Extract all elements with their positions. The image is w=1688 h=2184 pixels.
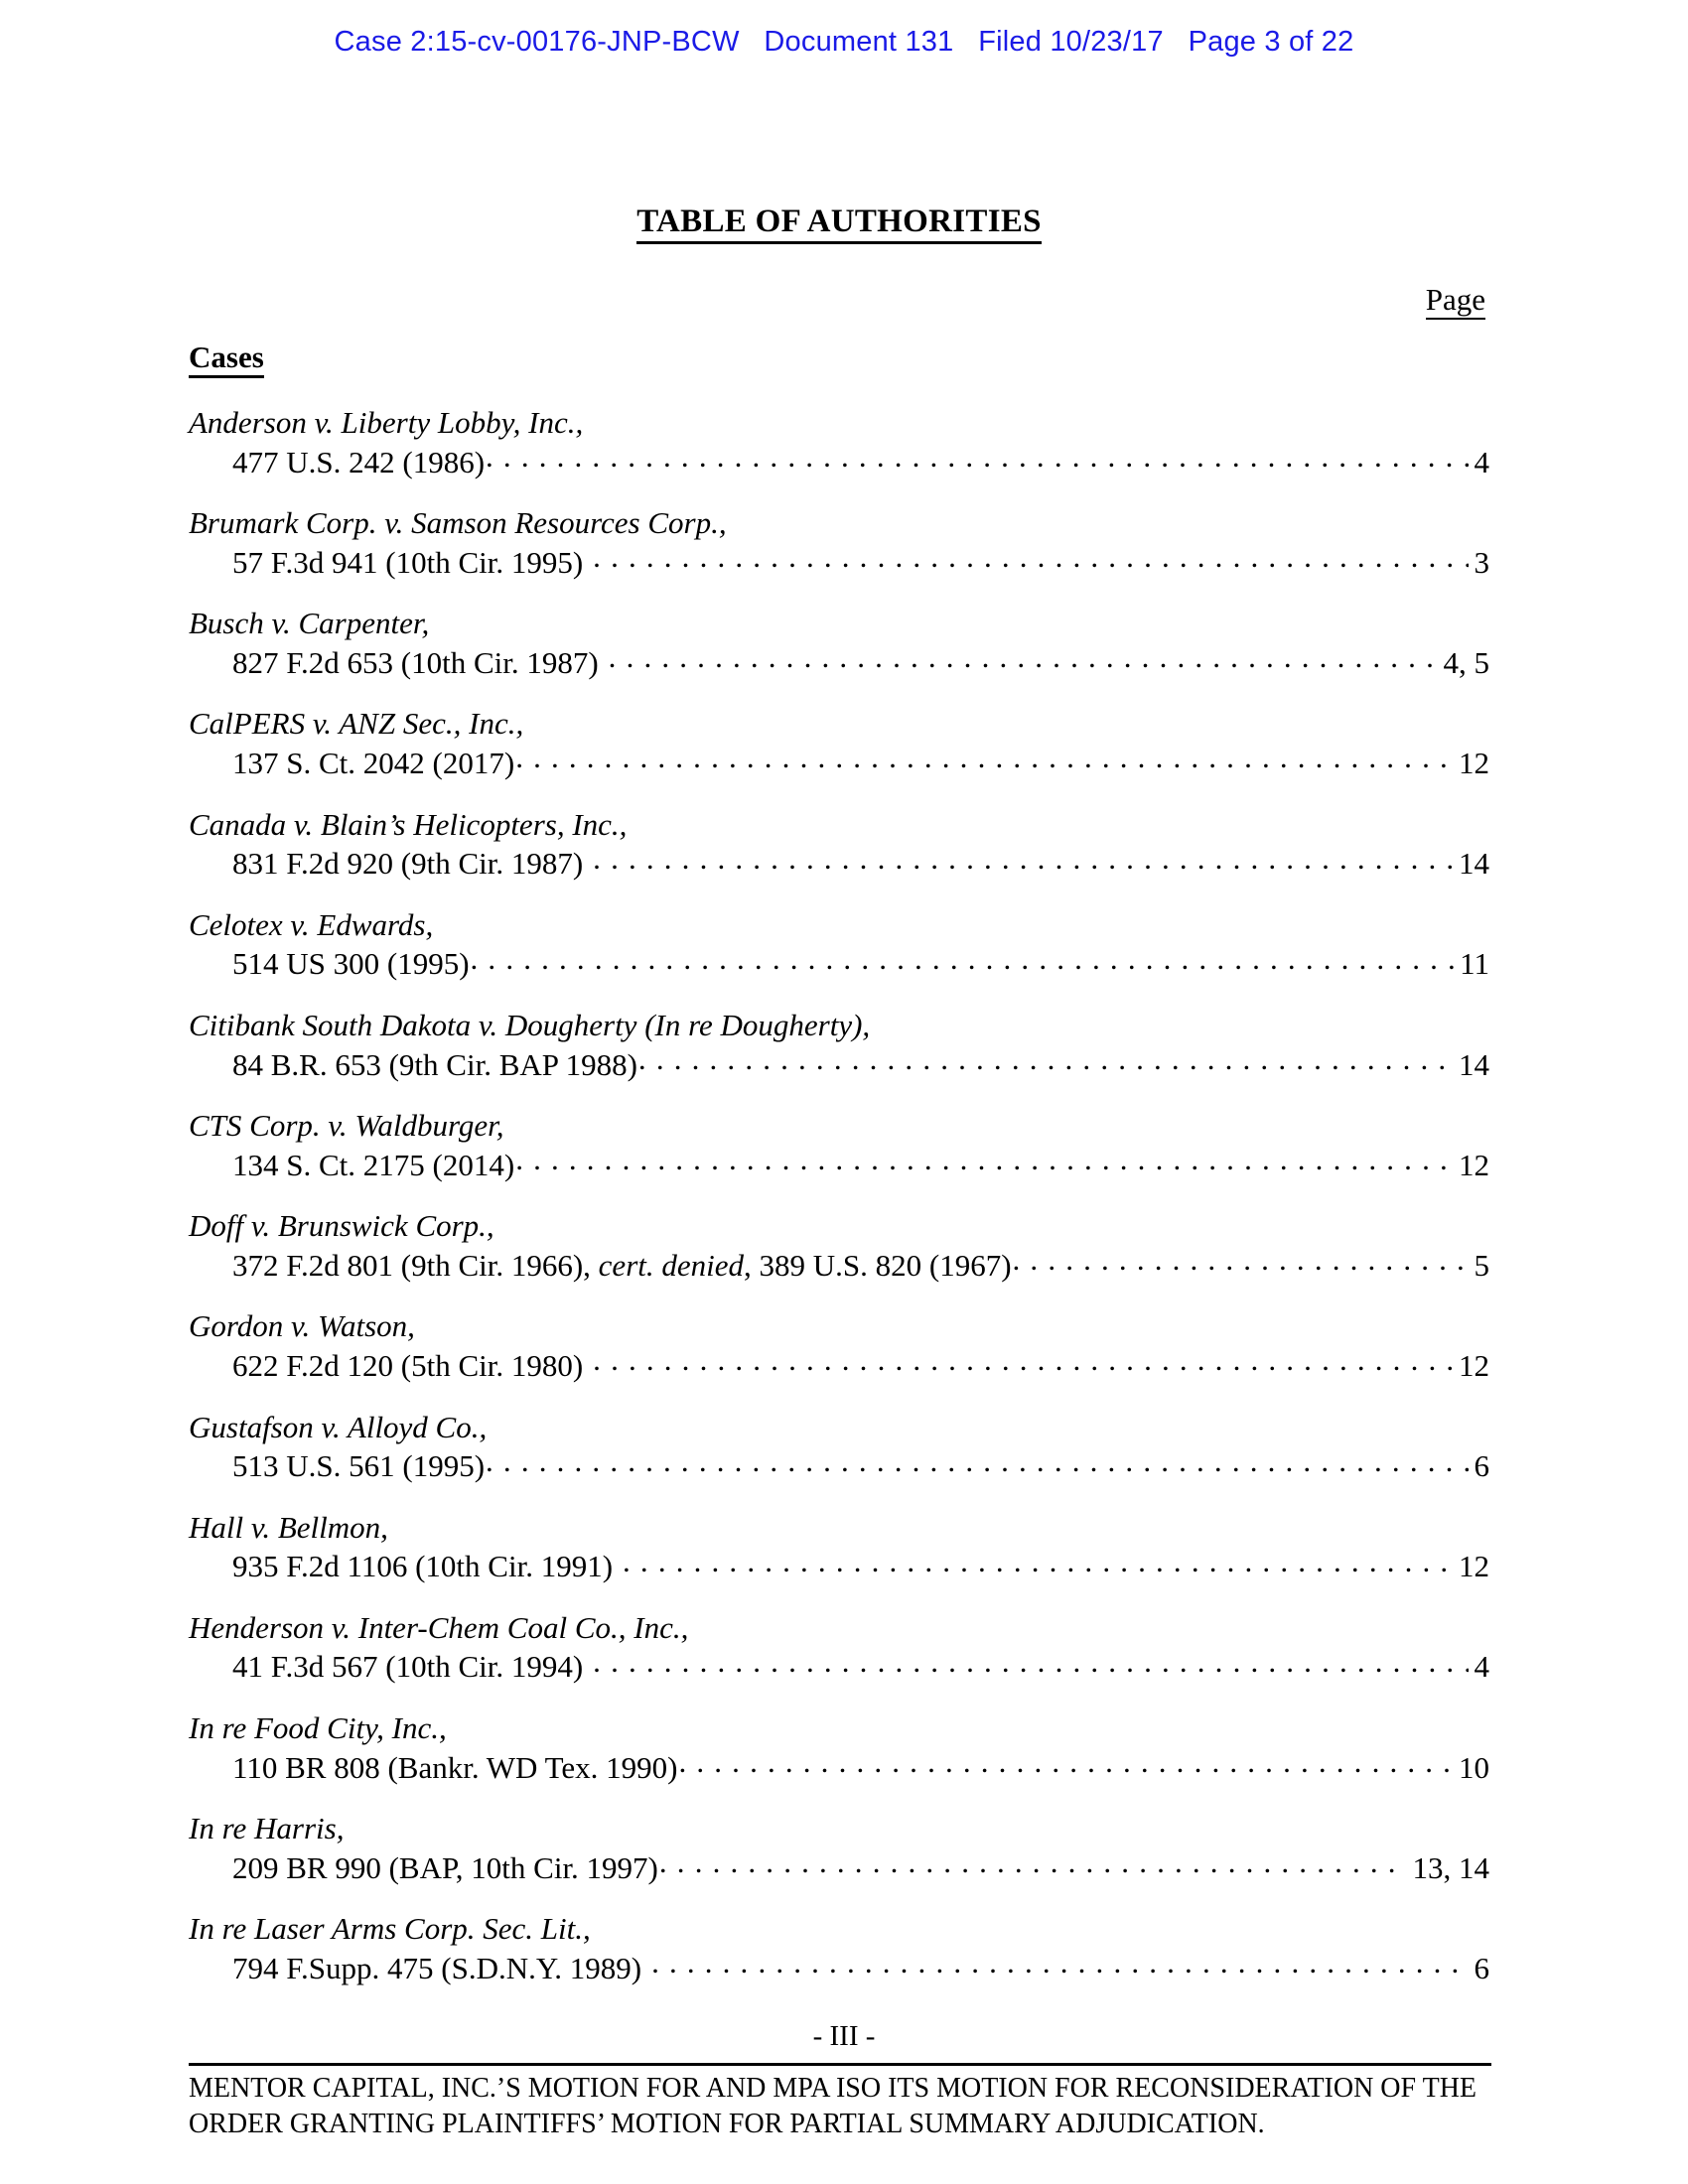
authority-citation: 831 F.2d 920 (9th Cir. 1987) [232,846,584,882]
authority-citation: 41 F.3d 567 (10th Cir. 1994) [232,1649,584,1685]
authority-page-number: 14 [1459,846,1489,882]
dot-leader [515,743,1453,773]
authority-entry [189,1008,1489,1083]
footer-line-2: ORDER GRANTING PLAINTIFFS’ MOTION FOR PARTIAL SUMMARY ADJUDICATION. [189,2108,1265,2139]
authority-case-name: Doff v. Brunswick Corp., [189,1208,494,1244]
dot-leader [651,1948,1468,1979]
authority-citation: 794 F.Supp. 475 (S.D.N.Y. 1989) [232,1950,642,1985]
authority-citation-row [189,542,1489,582]
authority-entry [189,505,1489,581]
authority-case-name: Anderson v. Liberty Lobby, Inc., [189,405,584,440]
dot-leader [593,1345,1453,1376]
authority-case-name: Busch v. Carpenter, [189,606,430,641]
authority-case-name: In re Food City, Inc., [189,1710,447,1746]
page-folio: - III - [812,2020,876,2052]
authority-citation-row [189,1445,1489,1485]
authority-case-name: Celotex v. Edwards, [189,906,434,942]
dot-leader [471,943,1455,974]
authority-citation-row [189,642,1489,682]
authority-citation: 57 F.3d 941 (10th Cir. 1995) [232,544,584,580]
authority-citation: 209 BR 990 (BAP, 10th Cir. 1997) [232,1849,658,1885]
dot-leader [593,542,1468,573]
authority-entry [189,1108,1489,1183]
authority-page-number: 4 [1474,1649,1489,1685]
authority-page-number: 12 [1459,1147,1489,1182]
authority-case-name: CalPERS v. ANZ Sec., Inc., [189,706,524,742]
dot-leader [486,442,1468,473]
authority-page-number: 13, 14 [1412,1849,1489,1885]
footer-line-1: MENTOR CAPITAL, INC.’S MOTION FOR AND MPA ISO ITS MOTION FOR RECONSIDERATION OF THE [189,2073,1477,2104]
authority-page-number: 12 [1459,1549,1489,1584]
dot-leader [678,1747,1453,1778]
authority-entry [189,1710,1489,1786]
authority-citation: 827 F.2d 653 (10th Cir. 1987) [232,644,599,680]
authority-citation: 513 U.S. 561 (1995) [232,1448,486,1484]
authority-case-name: Gustafson v. Alloyd Co., [189,1409,488,1444]
authority-citation: 622 F.2d 120 (5th Cir. 1980) [232,1347,584,1383]
authority-citation: 110 BR 808 (Bankr. WD Tex. 1990) [232,1749,678,1785]
authority-page-number: 14 [1459,1046,1489,1082]
authority-citation-row [189,1245,1489,1285]
page-title-text: TABLE OF AUTHORITIES [636,204,1042,244]
authority-case-name: Citibank South Dakota v. Dougherty (In re Dougherty), [189,1007,871,1042]
authority-page-number: 4 [1474,444,1489,479]
section-heading-text: Cases [189,340,264,378]
authority-case-name: In re Harris, [189,1811,345,1846]
authority-page-number: 4, 5 [1443,644,1489,680]
authority-citation-row [189,1747,1489,1787]
authority-entry [189,1811,1489,1886]
dot-leader [515,1145,1453,1175]
authority-citation [232,1248,1012,1285]
authority-entry [189,807,1489,883]
authority-citation-row [189,442,1489,481]
authority-case-name: Hall v. Bellmon, [189,1509,388,1545]
authority-page-number: 6 [1474,1448,1489,1484]
dot-leader [593,1646,1468,1677]
dot-leader [486,1445,1468,1476]
authority-entry [189,1510,1489,1585]
citation-italic-phrase: cert. denied [598,1247,744,1283]
section-heading-cases [189,340,1489,375]
authority-case-name: Canada v. Blain’s Helicopters, Inc., [189,806,628,842]
authority-entry [189,1410,1489,1485]
authority-citation-row [189,1948,1489,1987]
authority-entry [189,405,1489,480]
authority-citation: 137 S. Ct. 2042 (2017) [232,746,515,781]
authority-citation-row [189,1546,1489,1585]
authority-case-name: In re Laser Arms Corp. Sec. Lit., [189,1911,591,1947]
document-body [189,0,1489,2012]
authority-case-name: Henderson v. Inter-Chem Coal Co., Inc., [189,1609,689,1645]
page-title [189,204,1489,240]
authority-page-number: 12 [1459,746,1489,781]
authority-case-name: CTS Corp. v. Waldburger, [189,1108,504,1144]
dot-leader [593,843,1453,874]
authority-entry [189,1208,1489,1284]
authority-citation-row [189,743,1489,782]
dot-leader [1013,1245,1469,1276]
authority-entry [189,706,1489,781]
footer-caption [189,2071,1499,2142]
authority-citation: 935 F.2d 1106 (10th Cir. 1991) [232,1549,614,1584]
authority-citation-row [189,1345,1489,1385]
authority-citation-row [189,1145,1489,1184]
authority-citation-row [189,943,1489,983]
authority-citation-row [189,1044,1489,1084]
authority-citation: 477 U.S. 242 (1986) [232,444,486,479]
authority-page-number: 11 [1460,946,1489,982]
authority-entry [189,606,1489,681]
dot-leader [623,1546,1453,1576]
authority-citation-row [189,1847,1489,1887]
authority-case-name: Gordon v. Watson, [189,1308,415,1344]
authority-citation: 84 B.R. 653 (9th Cir. BAP 1988) [232,1046,637,1082]
authority-entry [189,1610,1489,1686]
authority-entry [189,1308,1489,1384]
citation-suffix: , 389 U.S. 820 (1967) [744,1247,1012,1283]
dot-leader [609,642,1438,673]
footer-divider [189,2063,1491,2066]
authority-entry [189,907,1489,983]
dot-leader [638,1044,1453,1075]
dot-leader [659,1847,1407,1878]
authority-citation-row [189,1646,1489,1686]
authority-page-number: 3 [1474,544,1489,580]
citation-prefix: 372 F.2d 801 (9th Cir. 1966), [232,1247,599,1283]
authority-page-number: 6 [1474,1950,1489,1985]
ecf-header-stamp: Case 2:15-cv-00176-JNP-BCW Document 131 Filed 10/23/17 Page 3 of 22 [334,26,1354,58]
authority-entry [189,1911,1489,1986]
authority-page-number: 12 [1459,1347,1489,1383]
authority-citation: 134 S. Ct. 2175 (2014) [232,1147,515,1182]
page-column-header [189,282,1489,318]
authority-case-name: Brumark Corp. v. Samson Resources Corp., [189,505,727,541]
authority-page-number: 10 [1459,1749,1489,1785]
authority-citation-row [189,843,1489,883]
page-column-header-text: Page [1426,282,1485,320]
authorities-list [189,405,1489,1987]
authority-page-number: 5 [1474,1247,1489,1283]
authority-citation: 514 US 300 (1995) [232,946,470,982]
